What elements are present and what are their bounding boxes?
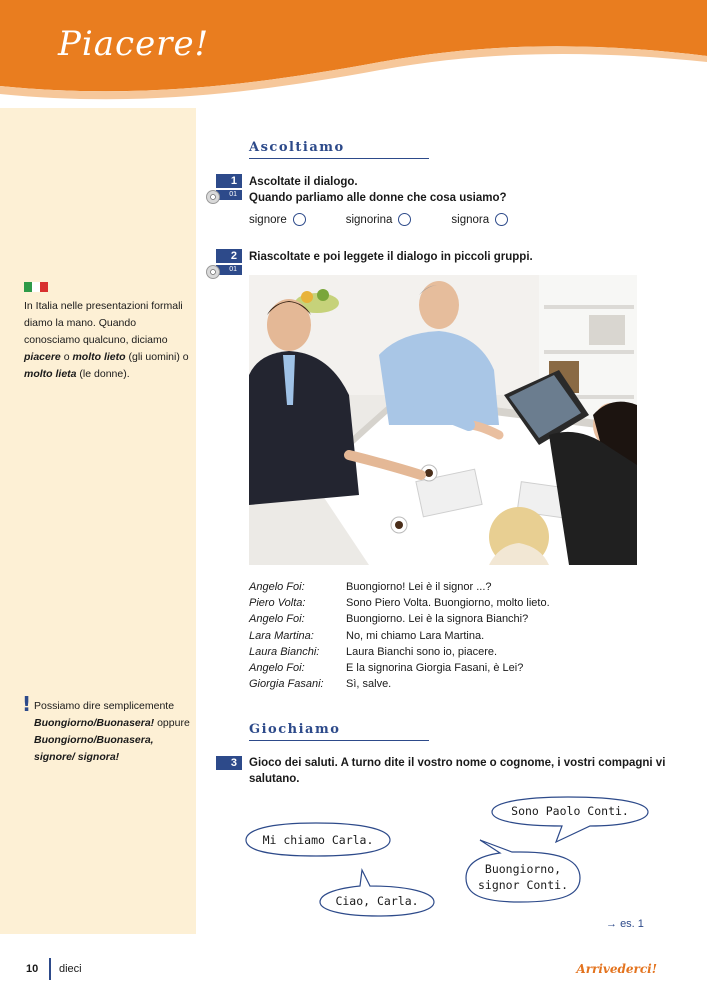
dialogue-row: Angelo Foi: E la signorina Giorgia Fasani, è Lei? bbox=[249, 662, 524, 675]
exercise-2-badge: 2 01 bbox=[216, 249, 242, 275]
dialogue-row: Laura Bianchi: Laura Bianchi sono io, piacere. bbox=[249, 645, 498, 658]
speech-bubble: Mi chiamo Carla. bbox=[262, 833, 374, 847]
exercise-3-instruction: Gioco dei saluti. A turno dite il vostro nome o cognome, i vostri compagni vi salutano. bbox=[249, 757, 666, 785]
exclamation-icon: ! bbox=[22, 692, 32, 716]
exercise-reference[interactable]: → es. 1 bbox=[606, 918, 644, 930]
footer-divider bbox=[49, 958, 51, 980]
speech-bubble: Sono Paolo Conti. bbox=[511, 804, 629, 818]
option-signorina[interactable]: signorina bbox=[346, 213, 412, 226]
option-signora[interactable]: signora bbox=[451, 213, 508, 226]
tip-note: Possiamo dire semplicemente Buongiorno/Buonasera! oppure Buongiorno/Buonasera, signore/ signora! bbox=[34, 700, 190, 763]
speech-bubble: Ciao, Carla. bbox=[335, 894, 419, 908]
book-title: Arrivederci! bbox=[576, 962, 657, 976]
dialogue-row: Lara Martina: No, mi chiamo Lara Martina. bbox=[249, 629, 485, 642]
speech-bubble: Buongiorno, signor Conti. bbox=[477, 862, 568, 892]
section-heading-ascoltiamo: Ascoltiamo bbox=[249, 140, 345, 155]
culture-note: In Italia nelle presentazioni formali diamo la mano. Quando conosciamo qualcuno, diciamo piacere o molto lieto (gli uomini) o molto lieta (le donne). bbox=[24, 300, 189, 380]
dialogue-row: Giorgia Fasani: Sì, salve. bbox=[249, 678, 392, 691]
page-number-word: dieci bbox=[59, 963, 82, 975]
dialogue-row: Angelo Foi: Buongiorno. Lei è la signora Bianchi? bbox=[249, 613, 529, 626]
option-signore[interactable]: signore bbox=[249, 213, 306, 226]
arrow-right-icon: → bbox=[606, 918, 621, 930]
dialogue-row: Piero Volta: Sono Piero Volta. Buongiorno, molto lieto. bbox=[249, 597, 550, 610]
dialogue-row: Angelo Foi: Buongiorno! Lei è il signor ...? bbox=[249, 581, 492, 593]
exercise-3-badge: 3 bbox=[216, 756, 242, 770]
page-number: 10 bbox=[26, 963, 39, 975]
exercise-1-instruction: Ascoltate il dialogo. Quando parliamo alle donne che cosa usiamo? bbox=[249, 176, 507, 204]
section-heading-giochiamo: Giochiamo bbox=[249, 722, 341, 737]
exercise-1-badge: 1 01 bbox=[216, 174, 242, 200]
exercise-2-instruction: Riascoltate e poi leggete il dialogo in piccoli gruppi. bbox=[249, 251, 533, 263]
page-title: Piacere! bbox=[58, 24, 210, 64]
